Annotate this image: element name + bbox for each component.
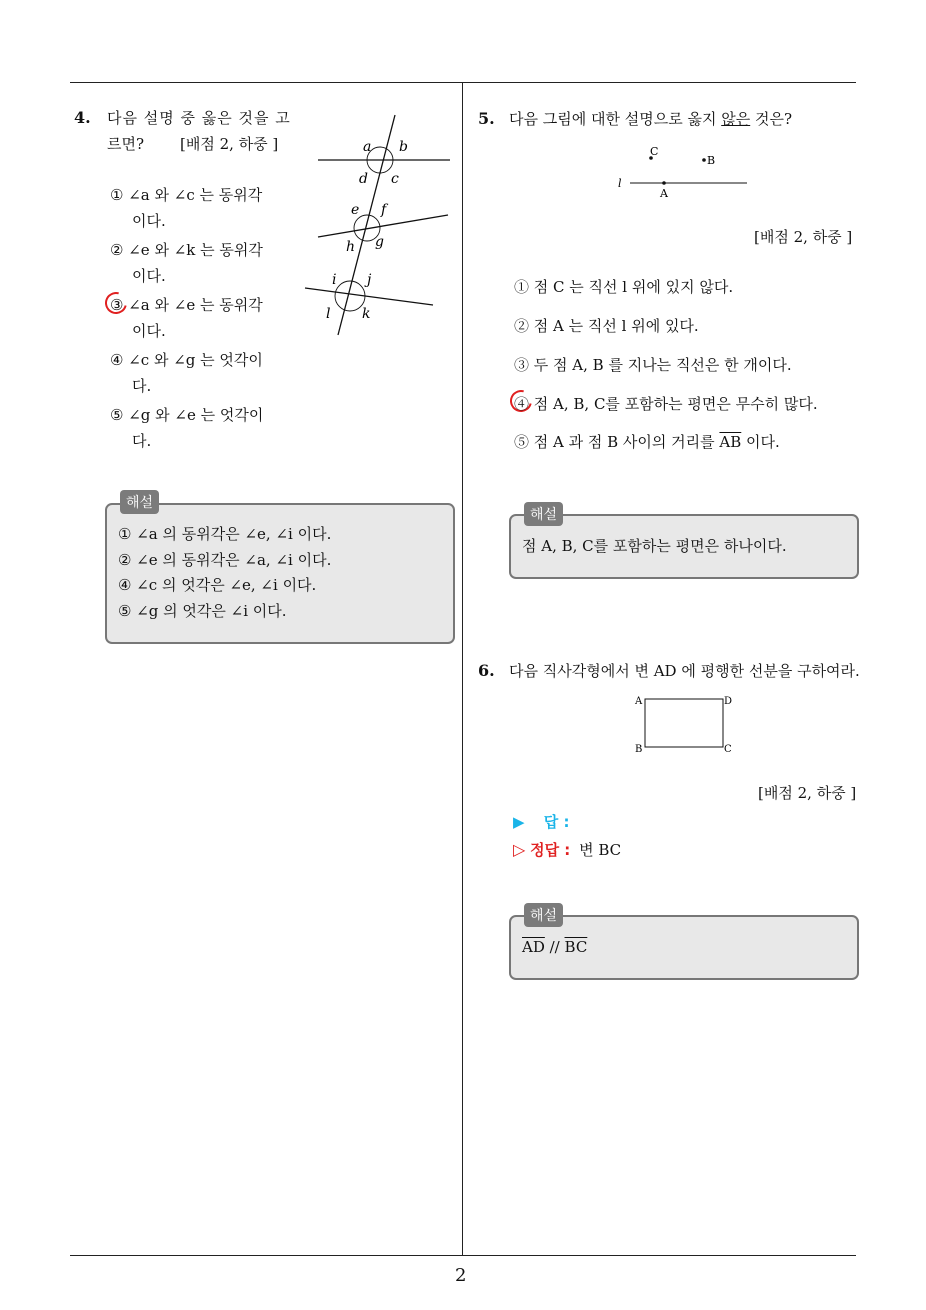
q4-explanation-line-2: ② ∠e 의 동위각은 ∠a, ∠i 이다. <box>118 551 332 569</box>
q4-option-1[interactable] <box>110 185 262 205</box>
label-e: e <box>351 202 360 218</box>
q5-text-underlined: 않은 <box>721 110 751 128</box>
point-b <box>702 158 706 162</box>
q4-option-3-mark: ③ <box>110 296 124 314</box>
q4-option-5-cont: 다. <box>132 432 152 450</box>
outline-arrow-icon: ▷ <box>513 840 526 859</box>
q5-text-pre: 다음 그림에 대한 설명으로 옳지 <box>509 110 722 128</box>
q6-correct-label: 정답 : <box>530 841 571 859</box>
q5-option-1[interactable]: ① 점 C 는 직선 l 위에 있지 않다. <box>514 278 734 296</box>
q4-text-line2: 르면? <box>107 135 145 153</box>
label-g: g <box>375 234 384 250</box>
label-f: f <box>381 202 387 218</box>
q4-option-2-mark: ② <box>110 241 124 259</box>
q6-explanation-tag: 해설 <box>524 903 563 927</box>
label-l: l <box>326 306 331 322</box>
q4-explanation-tag: 해설 <box>120 490 159 514</box>
top-rule <box>70 82 856 83</box>
label-B: B <box>635 744 643 755</box>
q4-explanation-line-1: ① ∠a 의 동위각은 ∠e, ∠i 이다. <box>118 525 332 543</box>
q6-exp-segment-ad: $\overline{AD}$ <box>522 938 545 956</box>
bottom-rule <box>70 1255 856 1256</box>
q6-answer-row <box>513 812 570 832</box>
label-l: l <box>618 177 622 190</box>
rectangle-abcd <box>645 699 723 747</box>
label-d: d <box>359 171 368 187</box>
label-A: A <box>660 187 668 200</box>
q4-option-5[interactable] <box>110 405 263 425</box>
q6-explanation-text <box>522 937 587 957</box>
label-b: b <box>399 139 408 155</box>
q4-option-4-cont: 다. <box>132 377 152 395</box>
line-transversal-3 <box>305 288 433 305</box>
q5-option-5[interactable] <box>514 432 780 452</box>
label-B: B <box>707 154 716 167</box>
label-C: C <box>650 145 659 158</box>
q5-score: [배점 2, 하중 ] <box>754 228 853 246</box>
q5-option-5-post: 이다. <box>741 433 780 451</box>
q5-option-3[interactable]: ③ 두 점 A, B 를 지나는 직선은 한 개이다. <box>514 356 792 374</box>
label-D: D <box>724 696 733 707</box>
q6-correct-row <box>513 840 621 860</box>
q5-explanation-text: 점 A, B, C를 포함하는 평면은 하나이다. <box>522 537 787 555</box>
q4-explanation-line-4: ⑤ ∠g 의 엇각은 ∠i 이다. <box>118 602 287 620</box>
point-a <box>662 181 666 185</box>
q4-explanation-line-3: ④ ∠c 의 엇각은 ∠e, ∠i 이다. <box>118 576 317 594</box>
q5-explanation-tag: 해설 <box>524 502 563 526</box>
q5-option-5-segment: $\overline{AB}$ <box>719 433 742 451</box>
label-j: j <box>367 272 372 288</box>
q6-text: 다음 직사각형에서 변 AD 에 평행한 선분을 구하여라. <box>509 662 860 680</box>
q4-parallel-lines-figure <box>300 110 455 340</box>
label-c: c <box>391 171 399 187</box>
label-a: a <box>363 139 372 155</box>
q5-text-post: 것은? <box>750 110 792 128</box>
play-arrow-icon: ▶ <box>513 813 525 831</box>
label-i: i <box>332 272 337 288</box>
q4-option-1-text: ∠a 와 ∠c 는 동위각 <box>128 186 263 204</box>
q4-option-2-cont: 이다. <box>132 267 166 285</box>
q4-option-5-text: ∠g 와 ∠e 는 엇각이 <box>128 406 264 424</box>
label-k: k <box>362 306 371 322</box>
q4-option-3-text: ∠a 와 ∠e 는 동위각 <box>128 296 263 314</box>
q5-points-figure <box>612 142 752 202</box>
q6-correct-value: 변 BC <box>579 841 622 859</box>
q6-rectangle-figure <box>630 690 740 758</box>
q4-score: [배점 2, 하중 ] <box>180 135 279 153</box>
q6-score: [배점 2, 하중 ] <box>758 784 857 802</box>
q5-option-2[interactable]: ② 점 A 는 직선 l 위에 있다. <box>514 317 699 335</box>
label-A: A <box>635 696 643 707</box>
q5-number: 5. <box>478 109 495 128</box>
q5-text <box>509 109 792 129</box>
q4-option-5-mark: ⑤ <box>110 406 124 424</box>
q5-option-4[interactable]: ④ 점 A, B, C를 포함하는 평면은 무수히 많다. <box>514 395 818 413</box>
q4-option-1-cont: 이다. <box>132 212 166 230</box>
page-number: 2 <box>455 1265 467 1286</box>
q4-option-4-mark: ④ <box>110 351 124 369</box>
q4-option-4[interactable] <box>110 350 263 370</box>
label-h: h <box>346 239 356 255</box>
q6-number: 6. <box>478 661 495 680</box>
q4-option-4-text: ∠c 와 ∠g 는 엇각이 <box>128 351 263 369</box>
column-divider <box>462 83 463 1255</box>
q6-answer-label: 답 : <box>543 813 570 831</box>
q4-option-3[interactable] <box>110 295 263 315</box>
q5-option-5-pre: ⑤ 점 A 과 점 B 사이의 거리를 <box>514 433 720 451</box>
q6-exp-segment-bc: $\overline{BC}$ <box>564 938 588 956</box>
q4-option-2-text: ∠e 와 ∠k 는 동위각 <box>128 241 263 259</box>
q4-option-2[interactable] <box>110 240 263 260</box>
label-C: C <box>724 744 732 755</box>
q4-option-1-mark: ① <box>110 186 124 204</box>
q4-text-line1: 다음 설명 중 옳은 것을 고 <box>107 109 291 127</box>
q4-option-3-cont: 이다. <box>132 322 166 340</box>
q4-number: 4. <box>74 108 91 127</box>
q6-exp-parallel-sign: // <box>544 938 565 956</box>
